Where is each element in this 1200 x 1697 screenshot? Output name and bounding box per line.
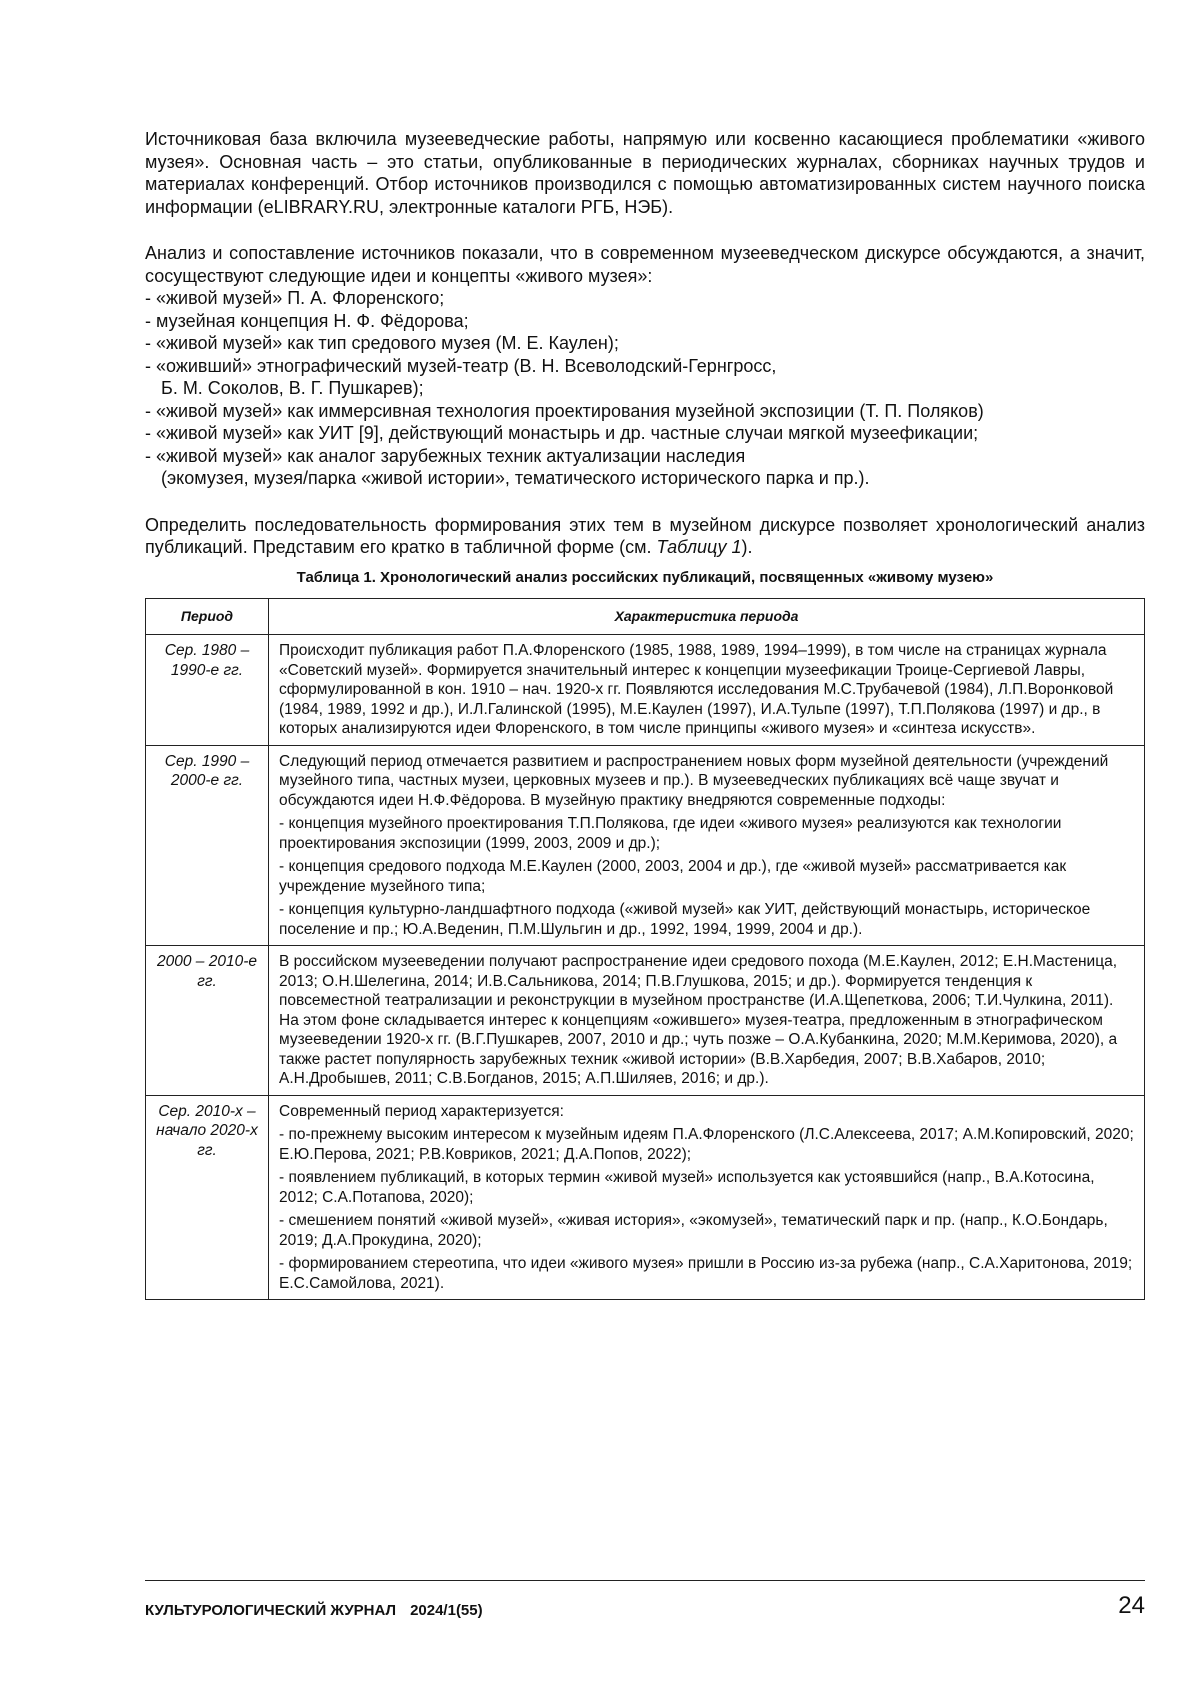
description-paragraph: - формированием стереотипа, что идеи «живого музея» пришли в Россию из-за рубежа (напр., С.А.Харитонова, 2019; Е.С.Самойлова, 2021). (279, 1255, 1133, 1292)
description-cell (269, 1095, 1145, 1300)
concept-list-item: - «живой музей» как тип средового музея (М. Е. Каулен); (145, 333, 619, 353)
header-description: Характеристика периода (269, 598, 1145, 635)
description-cell (269, 946, 1145, 1096)
issue-number: 2024/1(55) (410, 1602, 483, 1619)
period-cell: Сер. 2010-х – начало 2020-х гг. (146, 1095, 269, 1300)
table-row (146, 745, 1145, 946)
table-row (146, 635, 1145, 746)
paragraph-sources: Источниковая база включила музееведческие работы, напрямую или косвенно касающиеся проблематики «живого музея». Основная часть – это статьи, опубликованные в периодических журналах, сборниках научных трудов и материалах конференций. Отбор источников производился с помощью автоматизированных систем научного поиска информации (eLIBRARY.RU, электронные каталоги РГБ, НЭБ). (145, 129, 1145, 217)
description-paragraph: - концепция культурно-ландшафтного подхода («живой музей» как УИТ, действующий монастырь, историческое поселение и пр.; Ю.А.Веденин, П.М.Шульгин и др., 1992, 1994, 1999, 2004 и др.). (279, 901, 1091, 938)
paragraph-chronology: Определить последовательность формирования этих тем в музейном дискурсе позволяет хронологический анализ публикаций. Представим его кратко в табличной форме (см. Таблицу 1). (145, 514, 1145, 557)
concept-list-item: - «живой музей» как аналог зарубежных техник актуализации наследия (экомузея, музея/парка «живой истории», тематического исторического парка и пр.). (145, 445, 870, 488)
description-paragraph: - смешением понятий «живой музей», «живая история», «экомузей», тематический парк и пр. (напр., К.О.Бондарь, 2019; Д.А.Прокудина, 2020); (279, 1212, 1108, 1249)
description-paragraph: Происходит публикация работ П.А.Флоренского (1985, 1988, 1989, 1994–1999), в том числе на страницах журнала «Советский музей». Формируется значительный интерес к концепции музеефикации Троице-Сергиевой Лавры, сформулированной в кон. 1910 – нач. 1920-х гг. Появляются исследования М.С.Трубачевой (1984), Л.П.Воронковой (1984, 1989, 1992 и др.), И.Л.Галинской (1995), М.Е.Каулен (1997), И.А.Тульпе (1997), Т.П.Полякова (1997) и др., в которых анализируются идеи Флоренского, в том числе принципы «живого музея» и «синтеза искусств». (279, 642, 1114, 737)
concept-list-item: - «живой музей» П. А. Флоренского; (145, 288, 445, 308)
header-period: Период (146, 598, 269, 635)
concept-list-item: - «оживший» этнографический музей-театр (В. Н. Всеволодский-Гернгросс, Б. М. Соколов, В. Г. Пушкарев); (145, 355, 777, 398)
description-cell (269, 635, 1145, 746)
table-row (146, 946, 1145, 1096)
description-paragraph: В российском музееведении получают распространение идеи средового похода (М.Е.Каулен, 2012; Е.Н.Мастеница, 2013; О.Н.Шелегина, 2014; И.В.Сальникова, 2014; П.В.Глушкова, 2015; и др.). Формируется тенденция к повсеместной театрализации и реконструкции в музейном пространстве (И.А.Щепеткова, 2006; Т.И.Чулкина, 2011). На этом фоне складывается интерес к концепциям «ожившего» музея-театра, предложенным в этнографическом музееведении 1920-х гг. (В.Г.Пушкарев, 2007, 2010 и др.; чуть позже – О.А.Кубанкина, 2020; М.М.Керимова, 2020), а также растет популярность зарубежных техник «живой истории» (В.В.Харбедия, 2007; В.В.Хабаров, 2010; А.Н.Дробышев, 2011; С.В.Богданов, 2015; А.П.Шиляев, 2016; и др.). (279, 953, 1118, 1087)
chronology-table (145, 598, 1145, 1301)
description-paragraph: - появлением публикаций, в которых термин «живой музей» используется как устоявшийся (напр., В.А.Котосина, 2012; С.А.Потапова, 2020); (279, 1169, 1095, 1206)
table-reference: Таблицу 1 (656, 537, 742, 557)
page-number: 24 (1118, 1592, 1145, 1619)
description-paragraph: - концепция музейного проектирования Т.П.Полякова, где идеи «живого музея» реализуются как технологии проектирования экспозиции (1999, 2003, 2009 и др.); (279, 815, 1062, 852)
period-cell: 2000 – 2010-е гг. (146, 946, 269, 1096)
table-header-row (146, 598, 1145, 635)
description-cell (269, 745, 1145, 946)
article-body (145, 128, 1145, 1300)
paragraph-analysis: Анализ и сопоставление источников показали, что в современном музееведческом дискурсе обсуждаются, а значит, сосуществуют следующие идеи и концепты «живого музея»: (145, 243, 1145, 286)
concept-list (145, 287, 1145, 490)
table-caption: Таблица 1. Хронологический анализ российских публикаций, посвященных «живому музею» (296, 568, 994, 586)
journal-name: КУЛЬТУРОЛОГИЧЕСКИЙ ЖУРНАЛ 2024/1(55) (145, 1602, 483, 1619)
description-paragraph: - концепция средового подхода М.Е.Каулен (2000, 2003, 2004 и др.), где «живой музей» рассматривается как учреждение музейного типа; (279, 858, 1067, 895)
description-paragraph: Современный период характеризуется: (279, 1102, 564, 1120)
footer-divider (145, 1580, 1145, 1581)
concept-list-item: - «живой музей» как иммерсивная технология проектирования музейной экспозиции (Т. П. Поляков) (145, 400, 984, 421)
concept-list-item: - «живой музей» как УИТ [9], действующий монастырь и др. частные случаи мягкой музеефикации; (145, 423, 979, 443)
description-paragraph: - по-прежнему высоким интересом к музейным идеям П.А.Флоренского (Л.С.Алексеева, 2017; А.М.Копировский, 2020; Е.Ю.Перова, 2021; Р.В.Ковриков, 2021; Д.А.Попов, 2022); (279, 1126, 1134, 1163)
period-cell: Сер. 1990 – 2000-е гг. (146, 745, 269, 946)
description-paragraph: Следующий период отмечается развитием и распространением новых форм музейной деятельности (учреждений музейного типа, частных музеи, церковных музеев и пр.). В музееведческих публикациях всё чаще звучат и обсуждаются идеи Н.Ф.Фёдорова. В музейную практику внедряются современные подходы: (279, 752, 1109, 809)
period-cell: Сер. 1980 – 1990-е гг. (146, 635, 269, 746)
concept-list-item: - музейная концепция Н. Ф. Фёдорова; (145, 310, 469, 331)
table-row (146, 1095, 1145, 1300)
